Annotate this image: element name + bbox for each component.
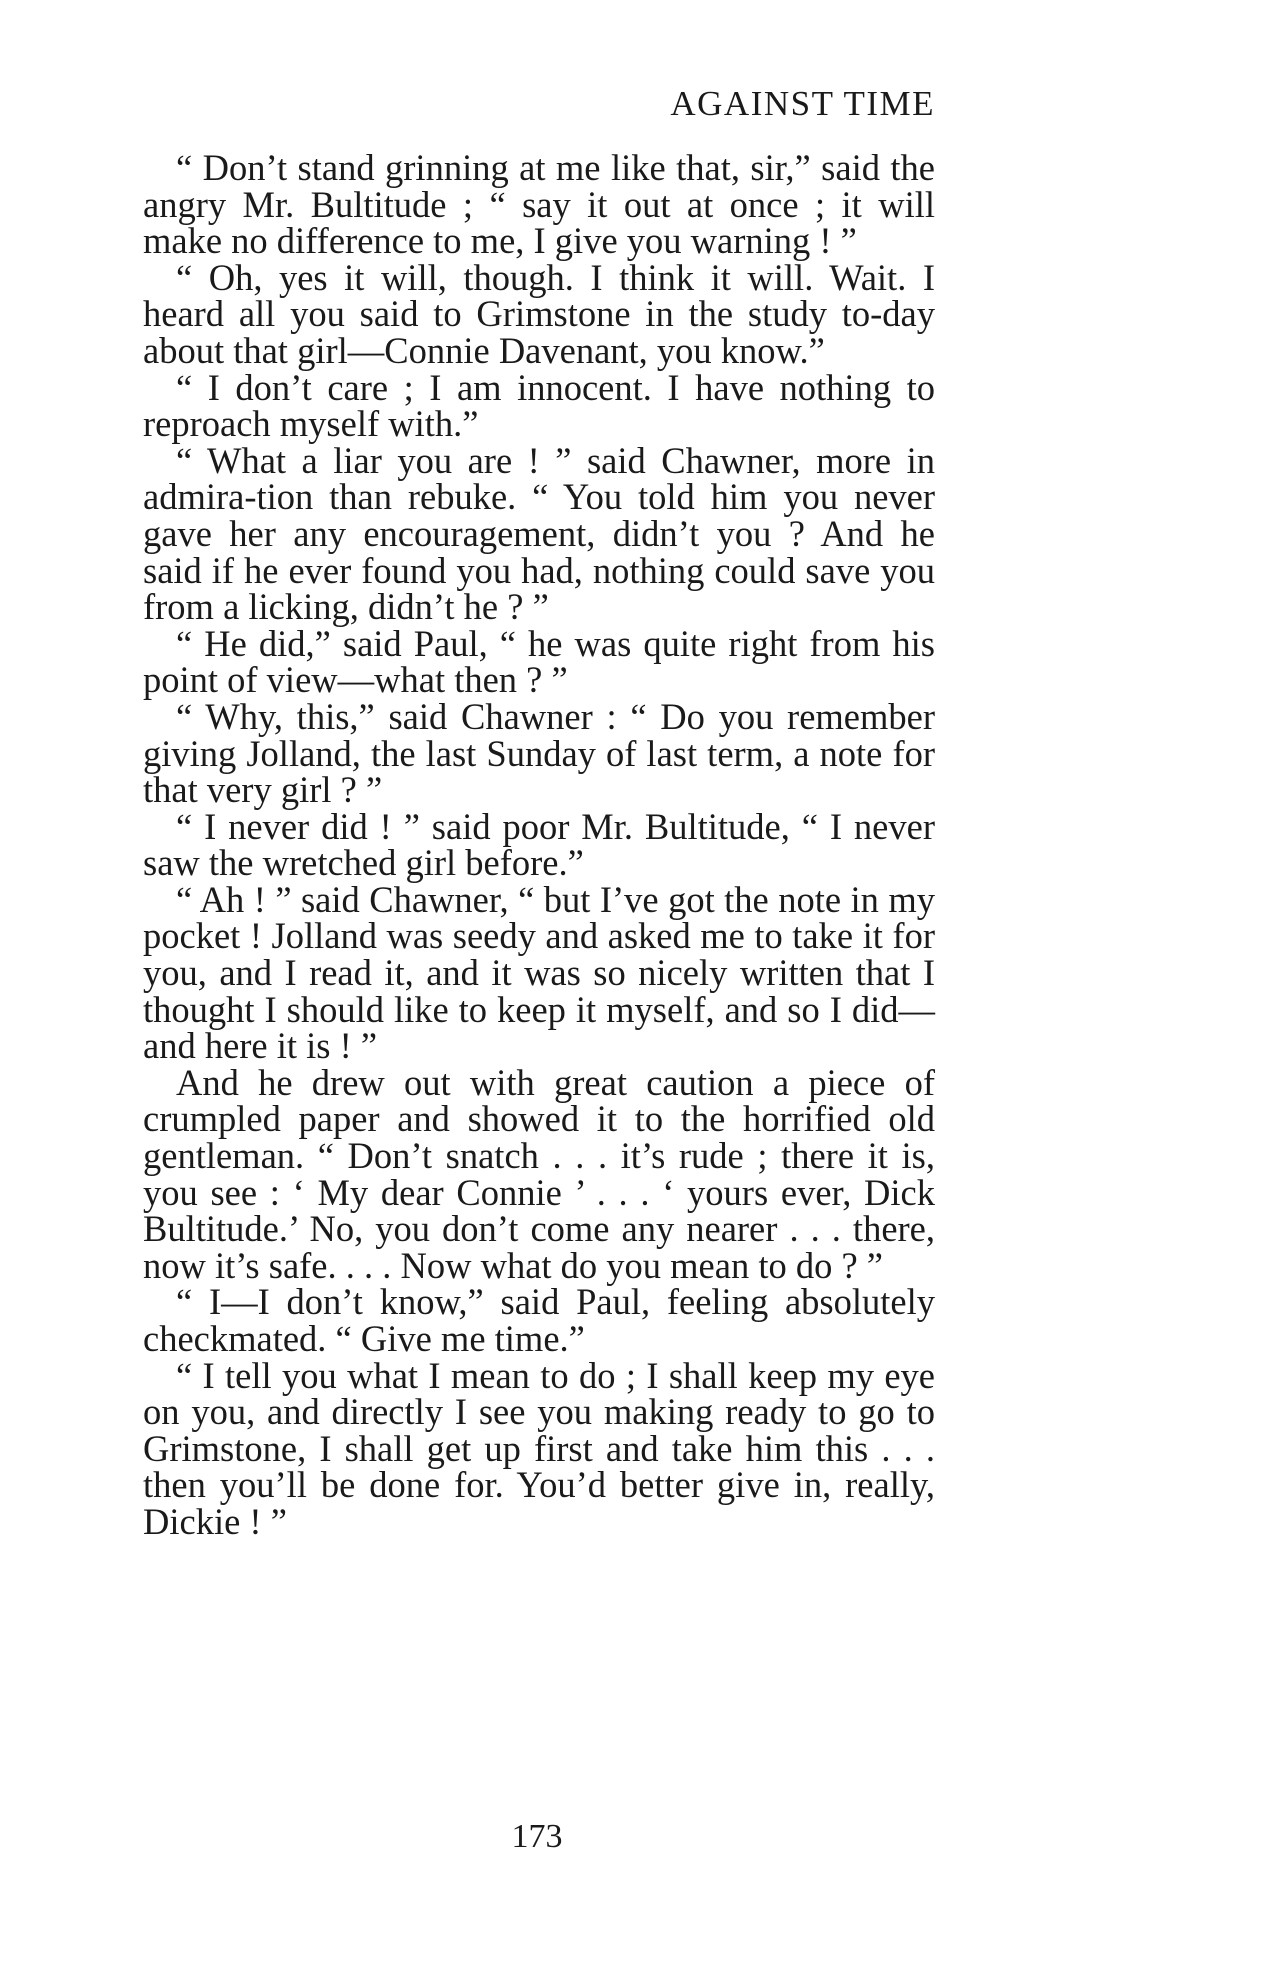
paragraph: “ What a liar you are ! ” said Chawner, more in admira-tion than rebuke. “ You told him you never gave her any encouragement, didn’t you ? And he said if he ever found you had, nothing could save you from a licking, didn’t he ? ” — [143, 439, 935, 628]
body-text — [143, 147, 935, 1542]
paragraph: “ He did,” said Paul, “ he was quite right from his point of view—what then ? ” — [143, 622, 935, 701]
paragraph: “ I never did ! ” said poor Mr. Bultitude, “ I never saw the wretched girl before.” — [143, 805, 935, 884]
paragraph: “ Why, this,” said Chawner : “ Do you remember giving Jolland, the last Sunday of last term, a note for that very girl ? ” — [143, 695, 935, 811]
paragraph: “ Don’t stand grinning at me like that, sir,” said the angry Mr. Bultitude ; “ say it out at once ; it will make no difference to me, I give you warning ! ” — [143, 147, 935, 262]
running-head: AGAINST TIME — [670, 84, 935, 123]
paragraph: “ Oh, yes it will, though. I think it will. Wait. I heard all you said to Grimstone in the study to-day about that girl—Connie Davenant, you know.” — [143, 256, 935, 371]
paragraph: “ I—I don’t know,” said Paul, feeling absolutely checkmated. “ Give me time.” — [143, 1281, 935, 1359]
paragraph: “ I tell you what I mean to do ; I shall keep my eye on you, and directly I see you making ready to go to Grimstone, I shall get up first and take him this . . . then you’ll be done for. You’d better give in, really, Dickie ! ” — [143, 1354, 935, 1542]
paragraph: And he drew out with great caution a piece of crumpled paper and showed it to the horrified old gentleman. “ Don’t snatch . . . it’s rude ; there it is, you see : ‘ My dear Connie ’ . . . ‘ yours ever, Dick Bultitude.’ No, you don’t come any nearer . . . there, now it’s safe. . . . Now what do you mean to do ? ” — [143, 1061, 935, 1286]
page-number: 173 — [511, 1818, 563, 1855]
paragraph: “ I don’t care ; I am innocent. I have nothing to reproach myself with.” — [143, 366, 935, 445]
paragraph: “ Ah ! ” said Chawner, “ but I’ve got the note in my pocket ! Jolland was seedy and asked me to take it for you, and I read it, and it was so nicely written that I thought I should like to keep it myself, and so I did—and here it is ! ” — [143, 878, 935, 1067]
